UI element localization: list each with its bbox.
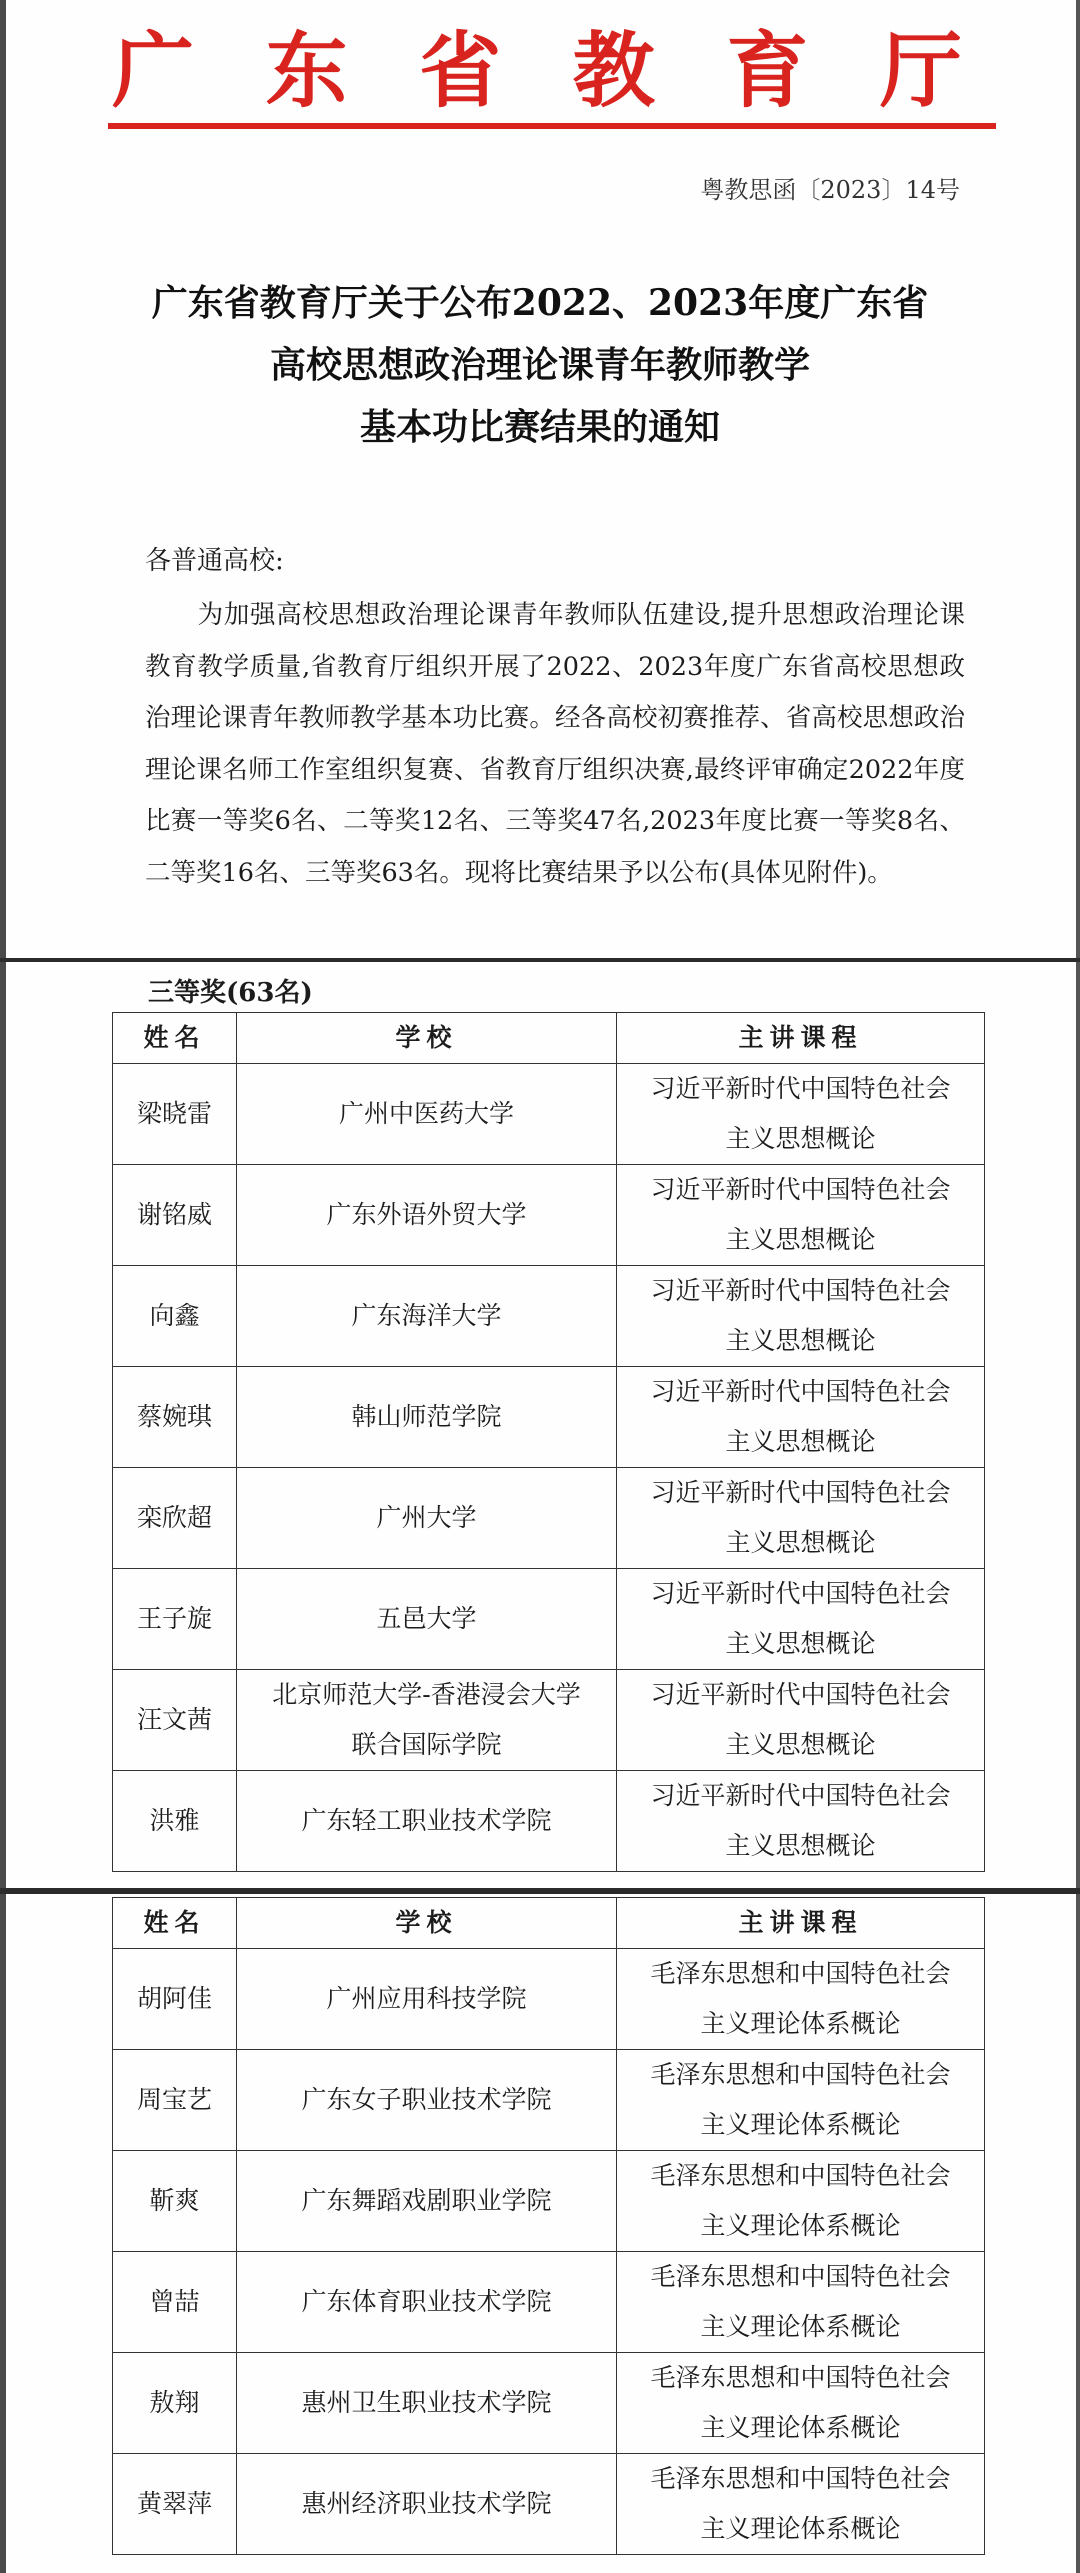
school-line: 广东海洋大学: [351, 1301, 502, 1330]
cell-course: [617, 1949, 985, 2050]
title-line: 广东省教育厅关于公布2022、2023年度广东省: [151, 282, 929, 324]
cell-name: 蔡婉琪: [113, 1367, 237, 1468]
results-table-1: [112, 1012, 985, 1872]
notice-page: [0, 0, 1080, 958]
course-line: 主义理论体系概论: [700, 2312, 901, 2341]
course-line: 毛泽东思想和中国特色社会: [650, 2060, 951, 2089]
body-text: 为加强高校思想政治理论课青年教师队伍建设,提升思想政治理论课教育教学质量,省教育厅组织开展了2022、2023年度广东省高校思想政治理论课青年教师教学基本功比赛。经各高校初赛推荐、省高校思想政治理论课名师工作室组织复赛、省教育厅组织决赛,最终评审确定2022年度比赛一等奖6名、二等奖12名、三等奖47名,2023年度比赛一等奖8名、二等奖16名、三等奖63名。现将比赛结果予以公布(具体见附件)。: [145, 600, 965, 888]
header-name: 姓名: [113, 1013, 237, 1064]
course-line: 习近平新时代中国特色社会: [650, 1478, 951, 1507]
cell-name: 汪文茜: [113, 1670, 237, 1771]
cell-name: 曾喆: [113, 2252, 237, 2353]
cell-school: [237, 1165, 617, 1266]
page-edge: [0, 962, 6, 1888]
course-line: 主义理论体系概论: [700, 2110, 901, 2139]
letterhead-char: 厅: [879, 24, 962, 119]
document-number: 粤教思函〔2023〕14号: [700, 176, 960, 204]
page-edge: [0, 0, 6, 958]
table-row: [113, 1367, 985, 1468]
results-table-2: [112, 1897, 985, 2555]
cell-course: [617, 2151, 985, 2252]
course-line: 习近平新时代中国特色社会: [650, 1579, 951, 1608]
cell-course: [617, 1367, 985, 1468]
cell-school: [237, 1771, 617, 1872]
header-course: 主讲课程: [617, 1013, 985, 1064]
table-row: [113, 2353, 985, 2454]
course-line: 主义理论体系概论: [700, 2211, 901, 2240]
cell-name: 黄翠萍: [113, 2454, 237, 2555]
salutation: 各普通高校:: [145, 546, 284, 576]
document-title: [60, 272, 1020, 458]
course-line: 主义理论体系概论: [700, 2413, 901, 2442]
school-line: 五邑大学: [376, 1604, 477, 1633]
table-row: [113, 2252, 985, 2353]
cell-school: [237, 1064, 617, 1165]
cell-name: 王子旋: [113, 1569, 237, 1670]
cell-course: [617, 1266, 985, 1367]
school-line: 韩山师范学院: [351, 1402, 502, 1431]
school-line: 广州中医药大学: [338, 1099, 514, 1128]
cell-course: [617, 1468, 985, 1569]
cell-course: [617, 2454, 985, 2555]
cell-school: [237, 1468, 617, 1569]
cell-name: 周宝艺: [113, 2050, 237, 2151]
course-line: 毛泽东思想和中国特色社会: [650, 1959, 951, 1988]
award-table-page-1: [0, 962, 1080, 1888]
cell-name: 洪雅: [113, 1771, 237, 1872]
letterhead-char: 广: [112, 24, 195, 119]
course-line: 主义思想概论: [725, 1326, 876, 1355]
cell-school: [237, 1569, 617, 1670]
school-line: 广州应用科技学院: [326, 1984, 527, 2013]
school-line: 北京师范大学-香港浸会大学: [272, 1680, 581, 1709]
course-line: 习近平新时代中国特色社会: [650, 1276, 951, 1305]
letterhead-agency-name: [112, 22, 962, 122]
cell-school: [237, 2151, 617, 2252]
school-line: 广东体育职业技术学院: [301, 2287, 552, 2316]
table-row: [113, 1670, 985, 1771]
table-header-row: [113, 1898, 985, 1949]
school-line: 广东轻工职业技术学院: [301, 1806, 552, 1835]
course-line: 主义思想概论: [725, 1629, 876, 1658]
letterhead-char: 育: [726, 24, 809, 119]
cell-school: [237, 2454, 617, 2555]
cell-school: [237, 1367, 617, 1468]
course-line: 习近平新时代中国特色社会: [650, 1377, 951, 1406]
cell-name: 胡阿佳: [113, 1949, 237, 2050]
course-line: 毛泽东思想和中国特色社会: [650, 2464, 951, 2493]
cell-course: [617, 2353, 985, 2454]
cell-school: [237, 2252, 617, 2353]
course-line: 毛泽东思想和中国特色社会: [650, 2363, 951, 2392]
header-school: 学校: [237, 1013, 617, 1064]
cell-school: [237, 2050, 617, 2151]
course-line: 主义思想概论: [725, 1528, 876, 1557]
letterhead-red-rule: [108, 123, 996, 129]
table-row: [113, 1468, 985, 1569]
award-heading: 三等奖(63名): [148, 978, 313, 1008]
header-school: 学校: [237, 1898, 617, 1949]
cell-name: 靳爽: [113, 2151, 237, 2252]
letterhead-char: 东: [265, 24, 348, 119]
table-row: [113, 1165, 985, 1266]
cell-course: [617, 2050, 985, 2151]
course-line: 习近平新时代中国特色社会: [650, 1175, 951, 1204]
school-line: 联合国际学院: [351, 1730, 502, 1759]
course-line: 主义思想概论: [725, 1225, 876, 1254]
body-paragraph: [145, 590, 965, 900]
course-line: 主义思想概论: [725, 1831, 876, 1860]
course-line: 主义思想概论: [725, 1124, 876, 1153]
school-line: 惠州卫生职业技术学院: [301, 2388, 552, 2417]
title-line: 高校思想政治理论课青年教师教学: [269, 344, 810, 386]
course-line: 习近平新时代中国特色社会: [650, 1074, 951, 1103]
table-body: [113, 1949, 985, 2555]
course-line: 主义思想概论: [725, 1427, 876, 1456]
cell-course: [617, 1569, 985, 1670]
cell-school: [237, 1949, 617, 2050]
table-body: [113, 1064, 985, 1872]
cell-name: 栾欣超: [113, 1468, 237, 1569]
page-edge: [1076, 962, 1080, 1888]
course-line: 习近平新时代中国特色社会: [650, 1680, 951, 1709]
title-line: 基本功比赛结果的通知: [359, 406, 720, 448]
table-row: [113, 1771, 985, 1872]
course-line: 毛泽东思想和中国特色社会: [650, 2262, 951, 2291]
course-line: 主义理论体系概论: [700, 2009, 901, 2038]
header-name: 姓名: [113, 1898, 237, 1949]
course-line: 主义理论体系概论: [700, 2514, 901, 2543]
school-line: 广东女子职业技术学院: [301, 2085, 552, 2114]
cell-name: 梁晓雷: [113, 1064, 237, 1165]
table-row: [113, 1266, 985, 1367]
page-edge: [1076, 1894, 1080, 2573]
cell-school: [237, 1670, 617, 1771]
page-edge: [0, 1894, 6, 2573]
course-line: 主义思想概论: [725, 1730, 876, 1759]
school-line: 广东舞蹈戏剧职业学院: [301, 2186, 552, 2215]
cell-course: [617, 2252, 985, 2353]
cell-name: 向鑫: [113, 1266, 237, 1367]
header-course: 主讲课程: [617, 1898, 985, 1949]
table-row: [113, 2050, 985, 2151]
cell-name: 敖翔: [113, 2353, 237, 2454]
cell-course: [617, 1064, 985, 1165]
table-row: [113, 1569, 985, 1670]
page-edge: [1076, 0, 1080, 958]
school-line: 惠州经济职业技术学院: [301, 2489, 552, 2518]
table-row: [113, 2454, 985, 2555]
cell-name: 谢铭威: [113, 1165, 237, 1266]
letterhead-char: 省: [419, 24, 502, 119]
cell-course: [617, 1670, 985, 1771]
school-line: 广东外语外贸大学: [326, 1200, 527, 1229]
letterhead-char: 教: [572, 24, 655, 119]
cell-school: [237, 1266, 617, 1367]
award-table-page-2: [0, 1894, 1080, 2573]
school-line: 广州大学: [376, 1503, 477, 1532]
table-row: [113, 2151, 985, 2252]
cell-course: [617, 1165, 985, 1266]
table-row: [113, 1949, 985, 2050]
course-line: 习近平新时代中国特色社会: [650, 1781, 951, 1810]
cell-course: [617, 1771, 985, 1872]
cell-school: [237, 2353, 617, 2454]
table-header-row: [113, 1013, 985, 1064]
table-row: [113, 1064, 985, 1165]
course-line: 毛泽东思想和中国特色社会: [650, 2161, 951, 2190]
